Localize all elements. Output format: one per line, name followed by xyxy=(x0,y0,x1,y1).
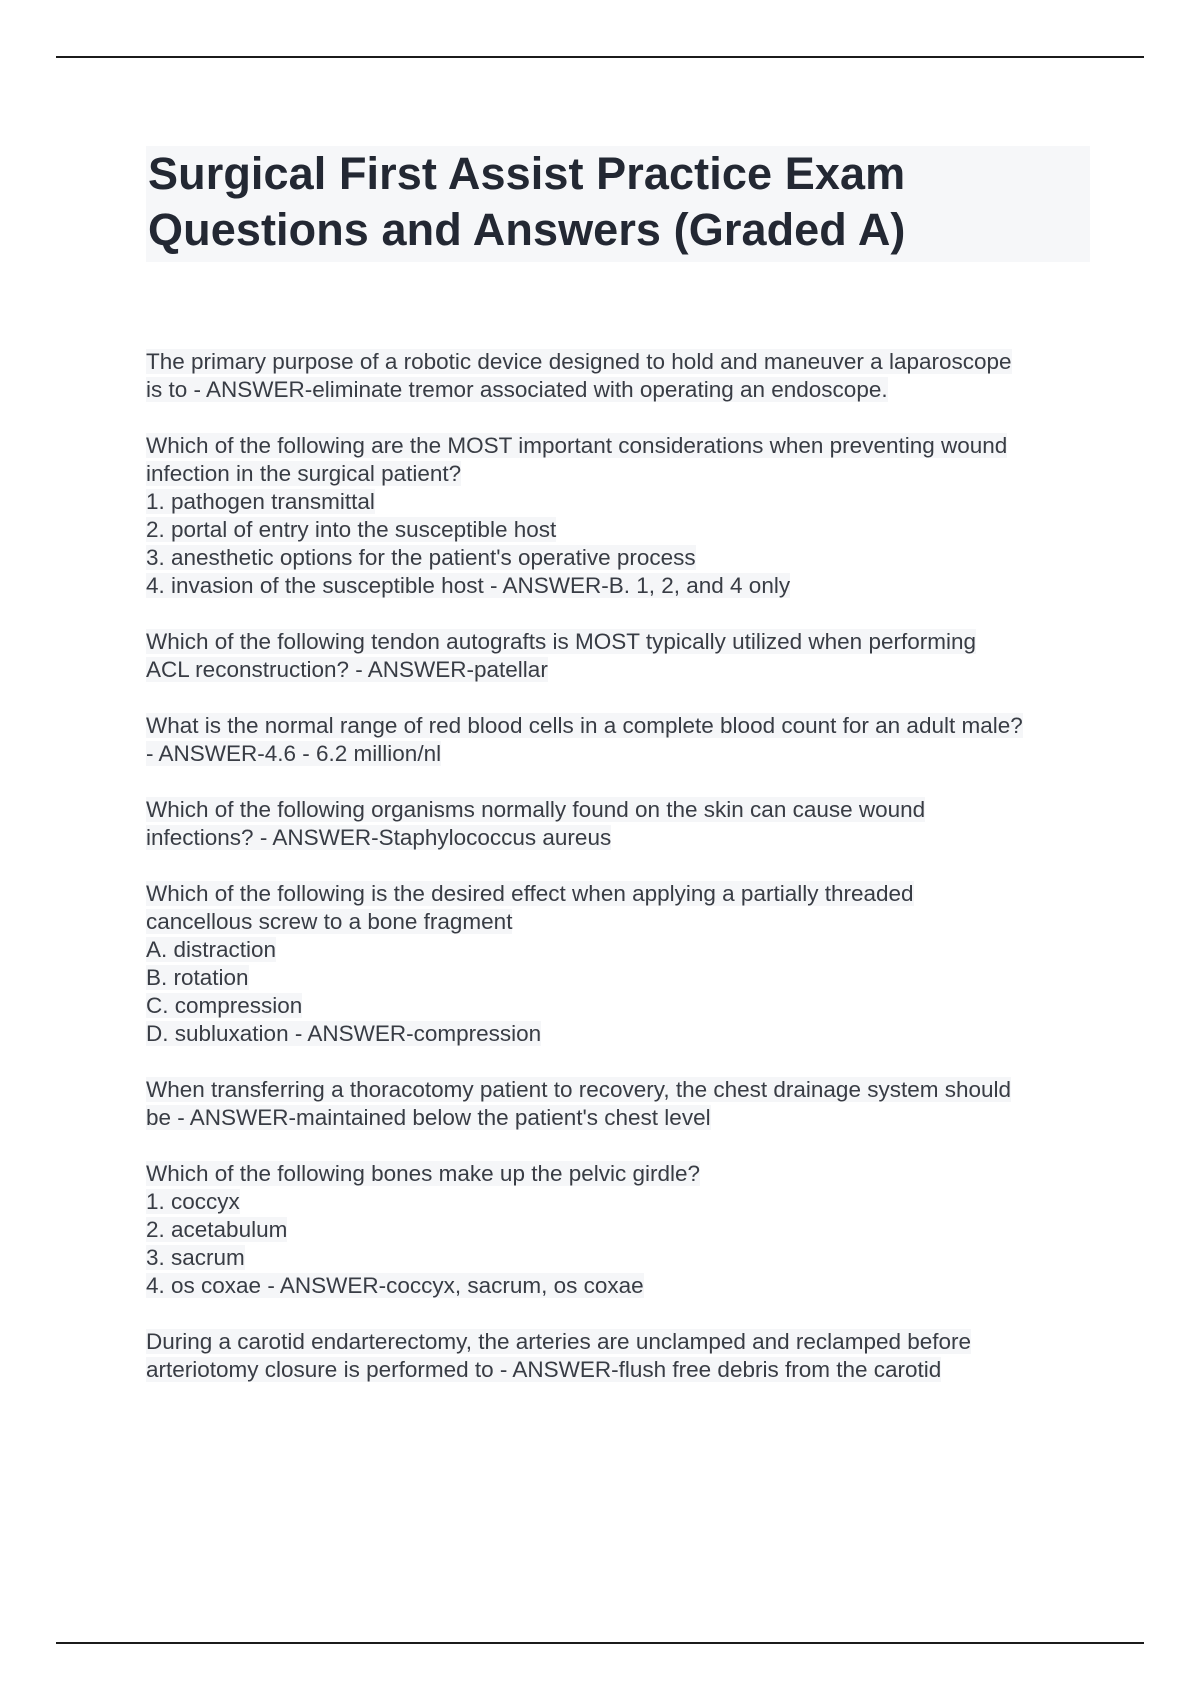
question-line xyxy=(146,516,1090,544)
question-line xyxy=(146,740,1090,768)
question-item xyxy=(146,880,1090,1048)
question-text: - ANSWER-4.6 - 6.2 million/nl xyxy=(146,741,442,766)
question-item xyxy=(146,348,1090,404)
question-text: Which of the following bones make up the pelvic girdle? xyxy=(146,1161,701,1186)
question-text: infection in the surgical patient? xyxy=(146,461,462,486)
question-text: What is the normal range of red blood cells in a complete blood count for an adult male? xyxy=(146,713,1023,738)
question-text: Which of the following organisms normally found on the skin can cause wound xyxy=(146,797,926,822)
question-text: C. compression xyxy=(146,993,303,1018)
question-text: During a carotid endarterectomy, the arteries are unclamped and reclamped before xyxy=(146,1329,972,1354)
question-line xyxy=(146,1076,1090,1104)
question-list xyxy=(146,348,1090,1384)
document-title xyxy=(148,146,1088,258)
question-line xyxy=(146,880,1090,908)
question-line xyxy=(146,936,1090,964)
top-rule xyxy=(56,56,1144,58)
question-text: infections? - ANSWER-Staphylococcus aureus xyxy=(146,825,612,850)
question-text: cancellous screw to a bone fragment xyxy=(146,909,513,934)
question-text: 2. acetabulum xyxy=(146,1217,288,1242)
question-item xyxy=(146,628,1090,684)
question-text: Which of the following are the MOST important considerations when preventing wound xyxy=(146,433,1008,458)
question-line xyxy=(146,572,1090,600)
question-line xyxy=(146,628,1090,656)
question-text: When transferring a thoracotomy patient to recovery, the chest drainage system should xyxy=(146,1077,1012,1102)
question-item xyxy=(146,1076,1090,1132)
question-item xyxy=(146,432,1090,600)
question-line xyxy=(146,1104,1090,1132)
question-line xyxy=(146,376,1090,404)
question-text: The primary purpose of a robotic device designed to hold and maneuver a laparoscope xyxy=(146,349,1012,374)
question-text: B. rotation xyxy=(146,965,249,990)
question-line xyxy=(146,544,1090,572)
question-text: 4. invasion of the susceptible host - ANSWER-B. 1, 2, and 4 only xyxy=(146,573,791,598)
question-text: ACL reconstruction? - ANSWER-patellar xyxy=(146,657,548,682)
question-text: 1. pathogen transmittal xyxy=(146,489,375,514)
question-line xyxy=(146,460,1090,488)
title-block xyxy=(146,146,1090,262)
question-text: be - ANSWER-maintained below the patient's chest level xyxy=(146,1105,711,1130)
question-text: Which of the following tendon autografts is MOST typically utilized when performing xyxy=(146,629,976,654)
question-text: 1. coccyx xyxy=(146,1189,240,1214)
document-body xyxy=(146,146,1090,1412)
question-text: A. distraction xyxy=(146,937,277,962)
question-text: D. subluxation - ANSWER-compression xyxy=(146,1021,542,1046)
bottom-rule xyxy=(56,1642,1144,1644)
question-text: arteriotomy closure is performed to - ANSWER-flush free debris from the carotid xyxy=(146,1357,942,1382)
question-item xyxy=(146,1160,1090,1300)
question-line xyxy=(146,1188,1090,1216)
question-line xyxy=(146,1216,1090,1244)
question-text: is to - ANSWER-eliminate tremor associated with operating an endoscope. xyxy=(146,377,888,402)
question-line xyxy=(146,488,1090,516)
question-line xyxy=(146,432,1090,460)
question-text: 3. anesthetic options for the patient's operative process xyxy=(146,545,696,570)
question-item xyxy=(146,1328,1090,1384)
question-line xyxy=(146,1244,1090,1272)
question-text: 3. sacrum xyxy=(146,1245,245,1270)
question-text: 2. portal of entry into the susceptible host xyxy=(146,517,557,542)
question-item xyxy=(146,796,1090,852)
question-line xyxy=(146,348,1090,376)
title-line: Questions and Answers (Graded A) xyxy=(148,204,906,255)
question-text: Which of the following is the desired effect when applying a partially threaded xyxy=(146,881,914,906)
question-line xyxy=(146,1160,1090,1188)
question-line xyxy=(146,1272,1090,1300)
question-text: 4. os coxae - ANSWER-coccyx, sacrum, os coxae xyxy=(146,1273,644,1298)
question-line xyxy=(146,1356,1090,1384)
question-line xyxy=(146,964,1090,992)
question-item xyxy=(146,712,1090,768)
question-line xyxy=(146,796,1090,824)
question-line xyxy=(146,992,1090,1020)
question-line xyxy=(146,824,1090,852)
question-line xyxy=(146,712,1090,740)
question-line xyxy=(146,1328,1090,1356)
title-line: Surgical First Assist Practice Exam xyxy=(148,148,906,199)
question-line xyxy=(146,656,1090,684)
question-line xyxy=(146,908,1090,936)
question-line xyxy=(146,1020,1090,1048)
